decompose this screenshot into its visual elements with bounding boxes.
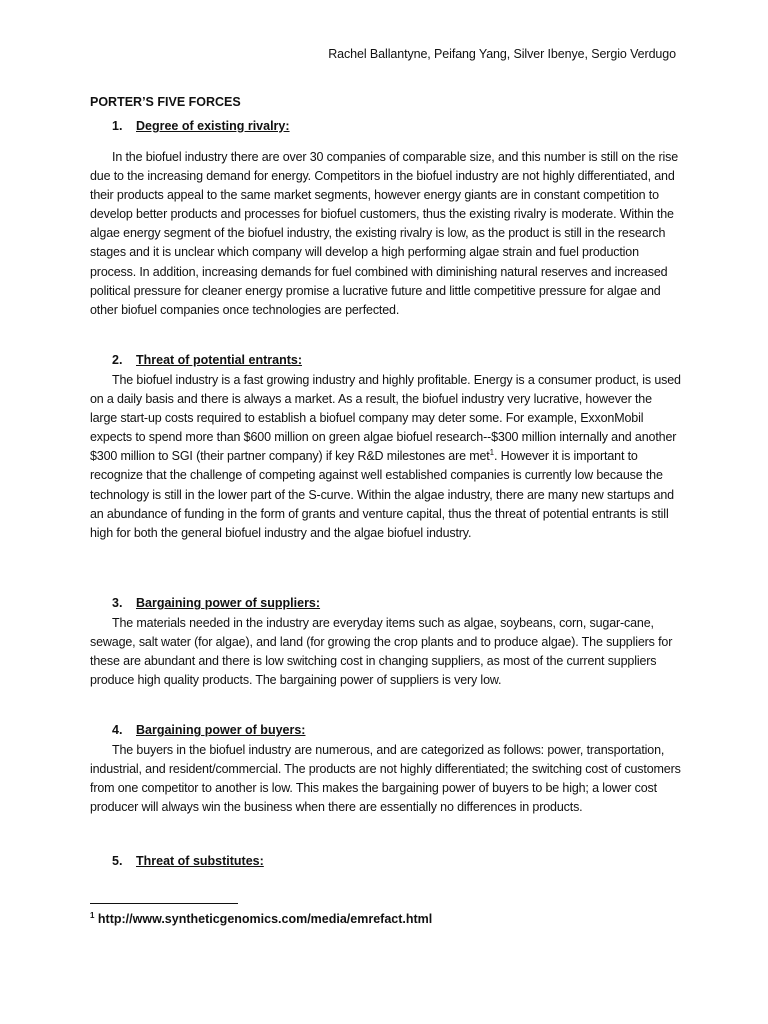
body-text: The biofuel industry is a fast growing industry and highly profitable. Energy is a consumer product, is used on a daily basis and there is always a market. As a result, the biofuel industry very lucrative, however the large start-up costs required to establish a biofuel company may deter some. For example, ExxonMobil expects to spend more than $600 million on green algae biofuel research--$300 million internally and another $300 million to SGI (their partner company) if key R&D milestones are met xyxy=(90,373,681,464)
section-heading xyxy=(90,117,682,136)
footnote-separator xyxy=(90,903,238,904)
section-suppliers xyxy=(90,594,682,690)
section-body: The materials needed in the industry are everyday items such as algae, soybeans, corn, sugar-cane, sewage, salt water (for algae), and land (for growing the crop plants and to produce algae). The suppliers for these are abundant and there is low switching cost in changing suppliers, as most of the current suppliers produce high quality products. The bargaining power of suppliers is very low. xyxy=(90,616,673,688)
section-number: 2. xyxy=(112,353,123,367)
footnote-link[interactable]: http://www.syntheticgenomics.com/media/emrefact.html xyxy=(94,912,433,926)
section-entrants xyxy=(90,351,682,543)
document-title: PORTER’S FIVE FORCES xyxy=(90,95,241,109)
section-heading xyxy=(90,721,682,740)
section-body xyxy=(90,371,682,543)
section-number: 4. xyxy=(112,723,123,737)
section-heading xyxy=(90,852,682,871)
section-title: Threat of potential entrants: xyxy=(136,353,302,367)
footnote-reference[interactable]: 1 xyxy=(489,448,494,458)
section-substitutes xyxy=(90,852,682,871)
author-line: Rachel Ballantyne, Peifang Yang, Silver Ibenye, Sergio Verdugo xyxy=(328,47,676,61)
section-body: In the biofuel industry there are over 30 companies of comparable size, and this number is still on the rise due to the increasing demand for energy. Competitors in the biofuel industry are not highly differentiated, and their products appeal to the same market segments, however energy giants are in constant competition to develop better products and processes for biofuel customers, thus the existing rivalry is moderate. Within the algae energy segment of the biofuel industry, the existing rivalry is low, as the product is still in the research stages and it is unclear which company will develop a high performing algae strain and fuel production process. In addition, increasing demands for fuel combined with diminishing natural reserves and increased political pressure for cleaner energy promise a lucrative future and little competitive pressure for algae and other biofuel companies once technologies are perfected. xyxy=(90,150,679,317)
section-rivalry xyxy=(90,117,682,320)
footnote xyxy=(90,912,432,926)
section-title: Bargaining power of buyers: xyxy=(136,723,306,737)
footnote-marker: 1 xyxy=(90,910,95,920)
section-heading xyxy=(90,351,682,370)
section-body: The buyers in the biofuel industry are numerous, and are categorized as follows: power, transportation, industrial, and resident/commercial. The products are not highly differentiated; the switching cost of customers from one competitor to another is low. This makes the bargaining power of buyers to be high; a lower cost producer will always win the business when there are essentially no differences in products. xyxy=(90,743,681,815)
section-buyers xyxy=(90,721,682,817)
section-title: Degree of existing rivalry: xyxy=(136,119,290,133)
section-number: 5. xyxy=(112,854,123,868)
section-heading xyxy=(90,594,682,613)
body-text: . However it is important to recognize that the challenge of competing against well established companies is currently low because the technology is still in the lower part of the S-curve. Within the algae industry, there are many new startups and an abundance of funding in the form of grants and venture capital, thus the threat of potential entrants is still high for both the general biofuel industry and the algae biofuel industry. xyxy=(90,449,674,540)
section-number: 1. xyxy=(112,119,123,133)
section-number: 3. xyxy=(112,596,123,610)
section-title: Threat of substitutes: xyxy=(136,854,264,868)
section-title: Bargaining power of suppliers: xyxy=(136,596,321,610)
